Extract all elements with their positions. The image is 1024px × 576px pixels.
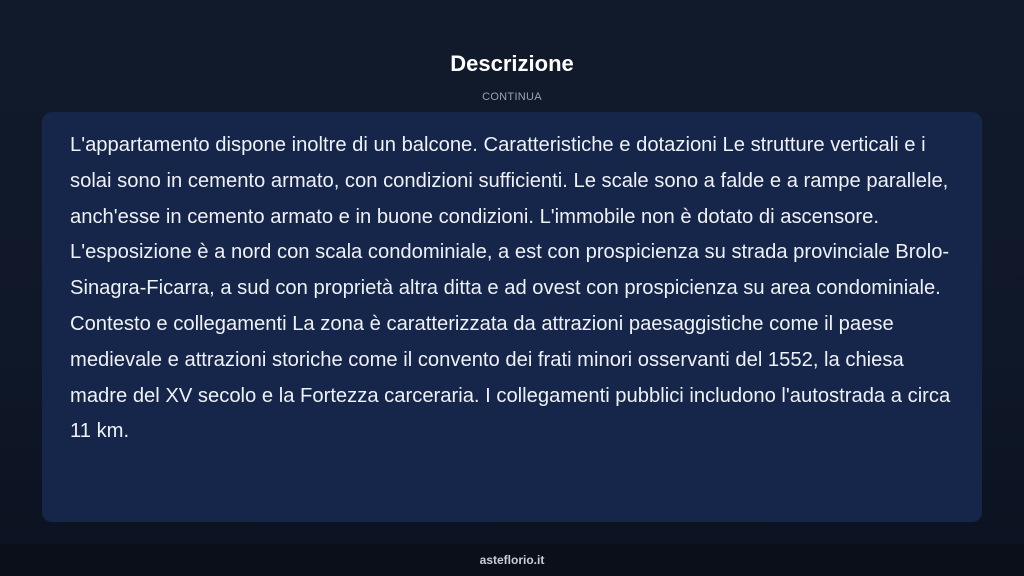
page-title: Descrizione — [450, 51, 574, 76]
footer-bar — [0, 544, 1024, 576]
footer-site-name: asteflorio.it — [479, 553, 545, 567]
description-card — [42, 112, 982, 522]
description-text: L'appartamento dispone inoltre di un balcone. Caratteristiche e dotazioni Le strutture verticali e i solai sono in cemento armato, con condizioni sufficienti. Le scale sono a falde e a rampe parallele, anch'esse in cemento armato e in buone condizioni. L'immobile non è dotato di ascensore. L'esposizione è a nord con scala condominiale, a est con prospicienza su strada provinciale Brolo-Sinagra-Ficarra, a sud con proprietà altra ditta e ad ovest con prospicienza su area condominiale. Contesto e collegamenti La zona è caratterizzata da attrazioni paesaggistiche come il paese medievale e attrazioni storiche come il convento dei frati minori osservanti del 1552, la chiesa madre del XV secolo e la Fortezza carceraria. I collegamenti pubblici includono l'autostrada a circa 11 km. — [70, 134, 951, 443]
continued-label: CONTINUA — [482, 91, 542, 103]
